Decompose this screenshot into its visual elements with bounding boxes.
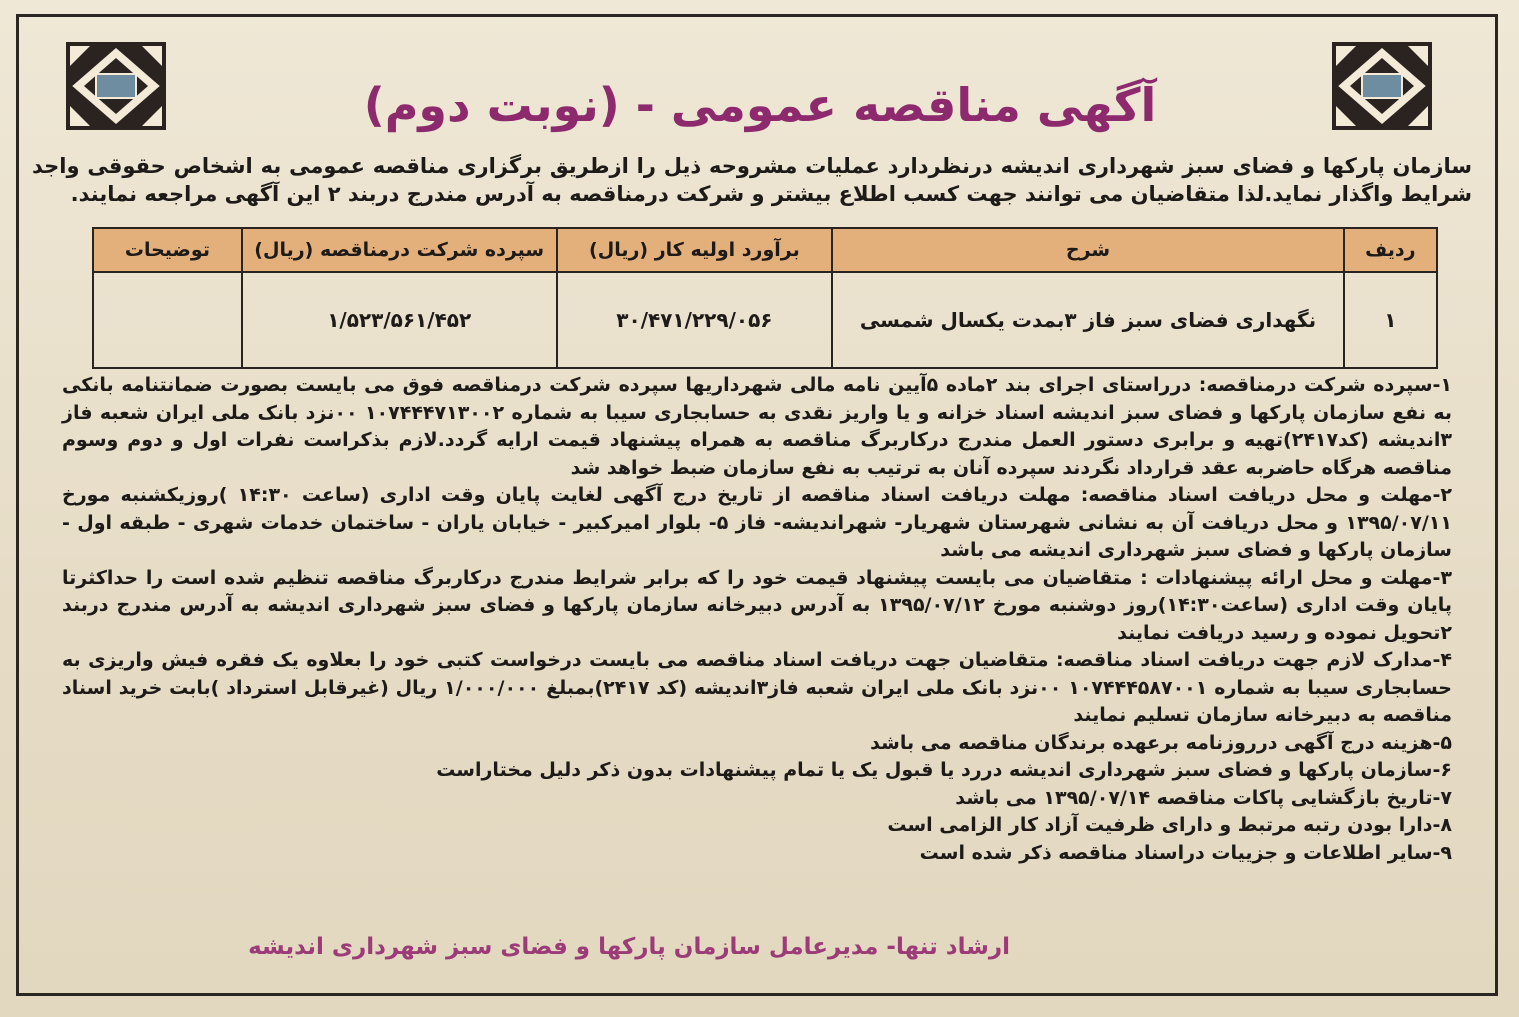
clause-8: ۸-دارا بودن رتبه مرتبط و دارای ظرفیت آزاد کار الزامی است <box>887 814 1452 836</box>
column-header-description: شرح <box>832 228 1344 272</box>
signature-line: ارشاد تنها- مدیرعامل سازمان پارکها و فضای سبز شهرداری اندیشه <box>248 934 1010 960</box>
clause-3: ۳-مهلت و محل ارائه پیشنهادات : متقاضیان می بایست پیشنهاد قیمت خود را که برابر شرایط مندرج درکاربرگ مناقصه تنظیم شده است را حداکثرتا پایان وقت اداری (ساعت۱۴:۳۰)روز دوشنبه مورخ ۱۳۹۵/۰۷/۱۲ به آدرس دبیرخانه سازمان پارکها و فضای سبز شهرداری اندیشه به آدرس مندرج دربند ۲تحویل نموده و رسید دریافت نمایند <box>62 566 1452 644</box>
table-row <box>93 272 1437 368</box>
clause-7: ۷-تاریخ بازگشایی پاکات مناقصه ۱۳۹۵/۰۷/۱۴ می باشد <box>955 786 1452 809</box>
clause-1: ۱-سپرده شرکت درمناقصه: درراستای اجرای بند ۲ماده ۵آیین نامه مالی شهرداریها سپرده شرکت درمناقصه فوق می بایست بصورت ضمانتنامه بانکی به نفع سازمان پارکها و فضای سبز اندیشه اسناد خزانه و یا واریز نقدی به حسابجاری سیبا به شماره ۱۰۷۴۴۴۷۱۳۰۰۲ ۰۰نزد بانک ملی ایران شعبه فاز ۳اندیشه (کد۲۴۱۷)تهیه و برابری دستور العمل مندرج درکاربرگ مناقصه به همراه پیشنهاد قیمت ارایه گردد.لازم بذکراست نفرات اول و دوم وسوم مناقصه هرگاه حاضربه عقد قرارداد نگردند سپرده آنان به ترتیب به نفع سازمان ضبط خواهد شد <box>62 374 1452 479</box>
table-header-row <box>93 228 1437 272</box>
clause-6: ۶-سازمان پارکها و فضای سبز شهرداری اندیشه دررد یا قبول یک یا تمام پیشنهادات بدون ذکر دلیل مختاراست <box>436 759 1452 781</box>
clause-2: ۲-مهلت و محل دریافت اسناد مناقصه: مهلت دریافت اسناد مناقصه از تاریخ درج آگهی لغایت پایان وقت اداری (ساعت ۱۴:۳۰ )روزیکشنبه مورخ ۱۳۹۵/۰۷/۱۱ و محل دریافت آن به نشانی شهرستان شهریار- شهراندیشه- فاز ۵- بلوار امیرکبیر - خیابان یاران - ساختمان خدمات شهری - طبقه اول - سازمان پارکها و فضای سبز شهرداری اندیشه می باشد <box>62 484 1452 561</box>
clause-9: ۹-سایر اطلاعات و جزییات دراسناد مناقصه ذکر شده است <box>919 841 1452 864</box>
cell-estimate: ۳۰/۴۷۱/۲۲۹/۰۵۶ <box>557 272 833 368</box>
tender-table <box>92 227 1438 369</box>
column-header-notes: توضیحات <box>93 228 242 272</box>
municipality-logo-icon <box>64 40 168 132</box>
cell-description: نگهداری فضای سبز فاز ۳بمدت یکسال شمسی <box>832 272 1344 368</box>
column-header-row-number: ردیف <box>1344 228 1437 272</box>
notice-title: آگهی مناقصه عمومی - (نوبت دوم) <box>363 78 1157 132</box>
notice-intro: سازمان پارکها و فضای سبز شهرداری اندیشه درنظردارد عملیات مشروحه ذیل را ازطریق برگزاری مناقصه عمومی به اشخاص حقوقی واجد شرایط واگذار نماید.لذا متقاضیان می توانند جهت کسب اطلاع بیشتر و شرکت درمناقصه به آدرس مندرج دربند ۲ این آگهی مراجعه نمایند. <box>32 154 1472 206</box>
notice-clauses <box>62 372 1452 867</box>
column-header-deposit: سپرده شرکت درمناقصه (ریال) <box>242 228 557 272</box>
cell-notes <box>93 272 242 368</box>
organization-logo-icon <box>1330 40 1434 132</box>
cell-row-number: ۱ <box>1344 272 1437 368</box>
cell-deposit: ۱/۵۲۳/۵۶۱/۴۵۲ <box>242 272 557 368</box>
clause-5: ۵-هزینه درج آگهی درروزنامه برعهده برندگان مناقصه می باشد <box>870 731 1452 754</box>
column-header-estimate: برآورد اولیه کار (ریال) <box>557 228 833 272</box>
clause-4: ۴-مدارک لازم جهت دریافت اسناد مناقصه: متقاضیان جهت دریافت اسناد مناقصه می بایست درخواست کتبی خود را بعلاوه یک فقره فیش واریزی به حسابجاری سیبا به شماره ۱۰۷۴۴۴۵۸۷۰۰۱ ۰۰نزد بانک ملی ایران شعبه فاز۳اندیشه (کد ۲۴۱۷)بمبلغ ۱/۰۰۰/۰۰۰ ریال (غیرقابل استرداد )بابت خرید اسناد مناقصه به دبیرخانه سازمان تسلیم نمایند <box>62 649 1452 726</box>
